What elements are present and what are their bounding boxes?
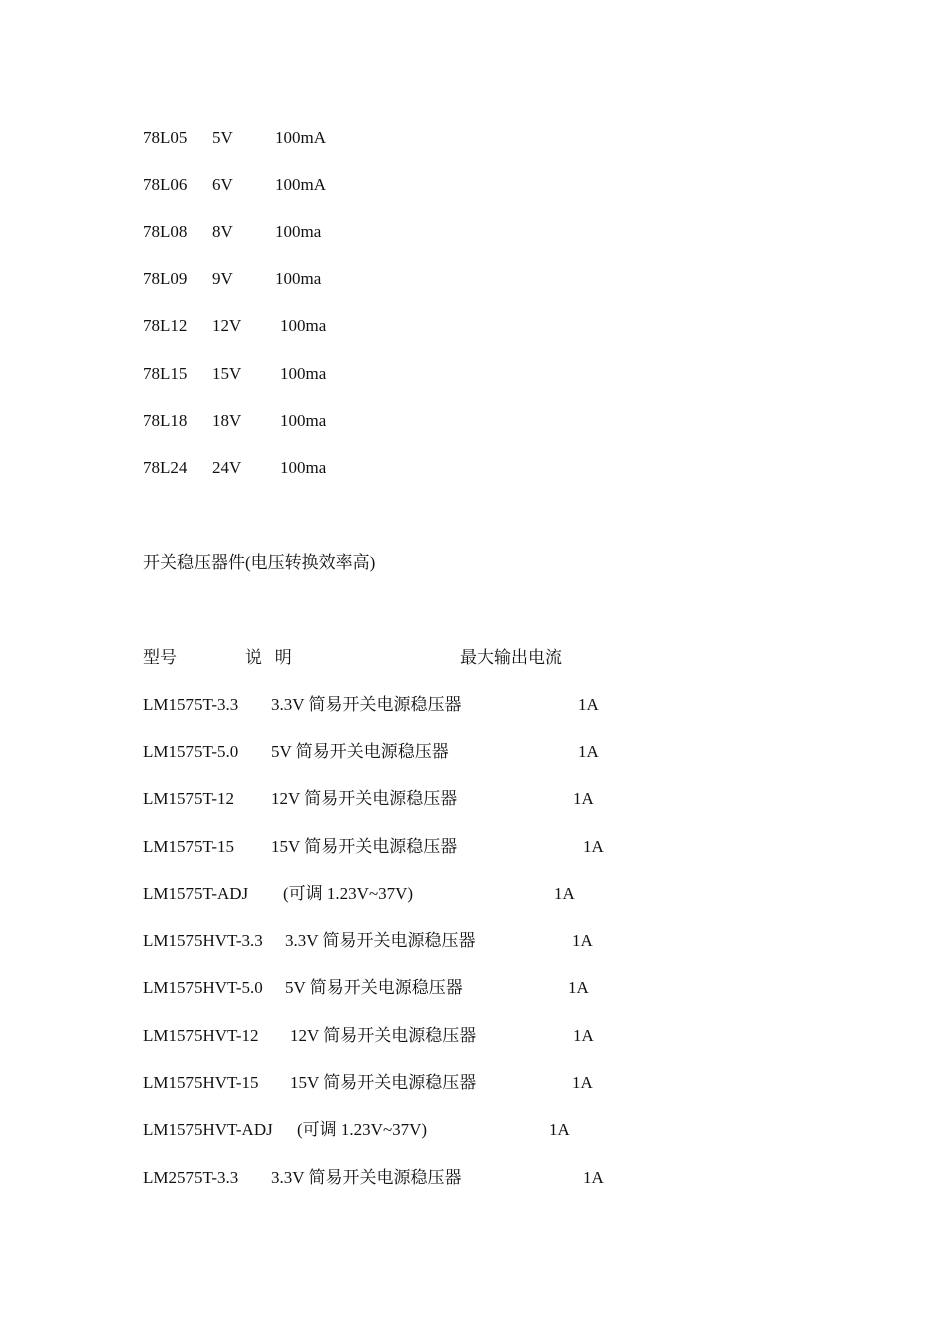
model-number: 78L18 — [143, 411, 188, 430]
max-current: 1A — [583, 1168, 604, 1187]
max-current: 1A — [568, 978, 589, 997]
output-current: 100ma — [280, 316, 327, 335]
output-voltage: 12V — [212, 316, 242, 335]
output-current: 100mA — [275, 128, 326, 147]
model-number: LM1575HVT-3.3 — [143, 931, 263, 950]
model-number: 78L06 — [143, 175, 188, 194]
model-number: 78L15 — [143, 364, 188, 383]
max-current: 1A — [572, 1073, 593, 1092]
model-number: LM2575T-3.3 — [143, 1168, 239, 1187]
description: 12V 简易开关电源稳压器 — [271, 789, 458, 808]
description: (可调 1.23V~37V) — [283, 884, 414, 903]
model-number: LM1575HVT-5.0 — [143, 978, 263, 997]
output-current: 100ma — [280, 364, 327, 383]
description: 5V 简易开关电源稳压器 — [271, 742, 449, 761]
output-current: 100mA — [275, 175, 326, 194]
description: (可调 1.23V~37V) — [297, 1120, 428, 1139]
column-header-current: 最大输出电流 — [460, 648, 562, 667]
model-number: 78L12 — [143, 316, 188, 335]
model-number: 78L08 — [143, 222, 188, 241]
description: 12V 简易开关电源稳压器 — [290, 1026, 477, 1045]
model-number: LM1575HVT-12 — [143, 1026, 259, 1045]
section-heading-text: 开关稳压器件(电压转换效率高) — [143, 553, 376, 572]
max-current: 1A — [573, 789, 594, 808]
output-voltage: 18V — [212, 411, 242, 430]
max-current: 1A — [554, 884, 575, 903]
model-number: 78L09 — [143, 269, 188, 288]
description: 3.3V 简易开关电源稳压器 — [271, 1168, 462, 1187]
max-current: 1A — [583, 837, 604, 856]
output-voltage: 15V — [212, 364, 242, 383]
output-current: 100ma — [275, 269, 322, 288]
description: 3.3V 简易开关电源稳压器 — [271, 695, 462, 714]
output-voltage: 8V — [212, 222, 233, 241]
model-number: LM1575T-3.3 — [143, 695, 239, 714]
output-voltage: 5V — [212, 128, 233, 147]
output-voltage: 6V — [212, 175, 233, 194]
model-number: LM1575HVT-15 — [143, 1073, 259, 1092]
max-current: 1A — [573, 1026, 594, 1045]
max-current: 1A — [572, 931, 593, 950]
output-current: 100ma — [280, 458, 327, 477]
max-current: 1A — [549, 1120, 570, 1139]
description: 3.3V 简易开关电源稳压器 — [285, 931, 476, 950]
max-current: 1A — [578, 695, 599, 714]
max-current: 1A — [578, 742, 599, 761]
model-number: LM1575T-12 — [143, 789, 234, 808]
output-voltage: 9V — [212, 269, 233, 288]
output-current: 100ma — [275, 222, 322, 241]
model-number: LM1575HVT-ADJ — [143, 1120, 273, 1139]
model-number: 78L05 — [143, 128, 188, 147]
column-header-description: 说 明 — [245, 648, 292, 667]
description: 5V 简易开关电源稳压器 — [285, 978, 463, 997]
model-number: 78L24 — [143, 458, 188, 477]
column-header-model: 型号 — [143, 648, 177, 667]
description: 15V 简易开关电源稳压器 — [271, 837, 458, 856]
description: 15V 简易开关电源稳压器 — [290, 1073, 477, 1092]
output-voltage: 24V — [212, 458, 242, 477]
model-number: LM1575T-15 — [143, 837, 234, 856]
model-number: LM1575T-5.0 — [143, 742, 239, 761]
model-number: LM1575T-ADJ — [143, 884, 249, 903]
output-current: 100ma — [280, 411, 327, 430]
